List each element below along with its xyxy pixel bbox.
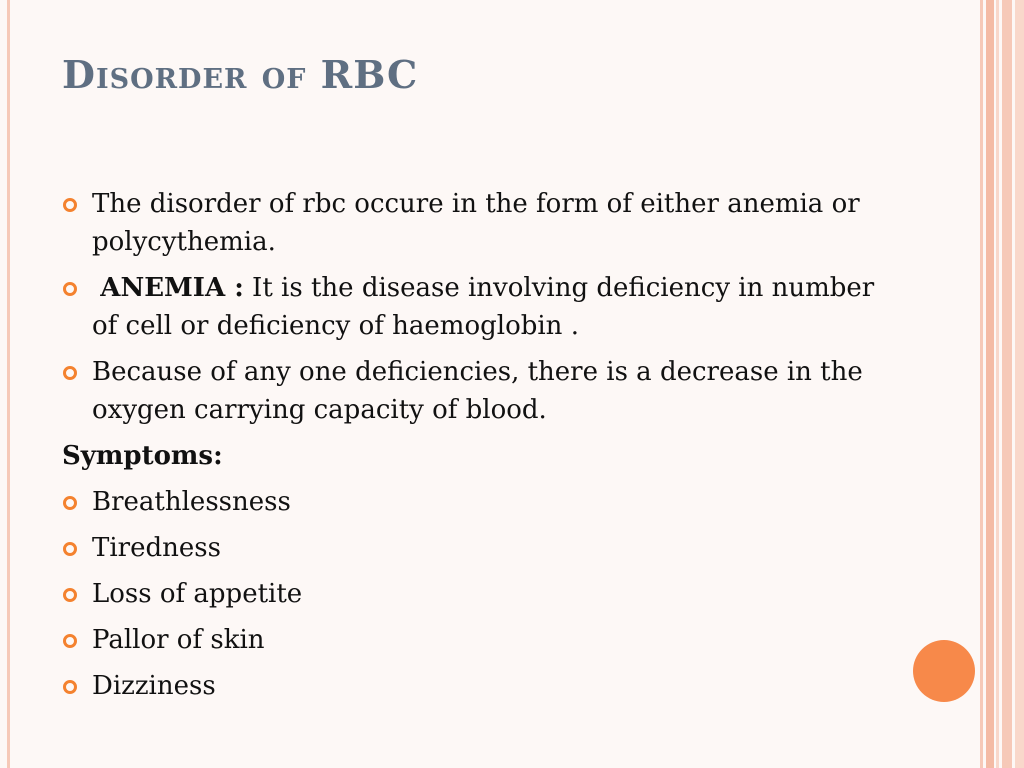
border-stripe (1002, 0, 1012, 768)
bullet-text: It is the disease involving deficiency in number of cell or deficiency of haemoglobin . (92, 273, 875, 341)
symptom-text: Breathlessness (92, 487, 291, 517)
title-smallcaps-2: OF (261, 64, 307, 95)
list-item (62, 269, 882, 345)
list-item (62, 353, 882, 429)
bullet-text: Because of any one deficiencies, there is a decrease in the oxygen carrying capacity of blood. (92, 357, 863, 425)
decorative-circle (913, 640, 975, 702)
symptom-text: Loss of appetite (92, 579, 303, 609)
bullet-icon (63, 588, 77, 602)
list-item (62, 483, 882, 521)
bullet-icon (63, 366, 77, 380)
title-rest: RBC (320, 52, 419, 97)
border-stripe (1015, 0, 1024, 768)
bullet-text: The disorder of rbc occure in the form of either anemia or polycythemia. (92, 189, 860, 257)
symptom-text: Dizziness (92, 671, 216, 701)
border-stripe (996, 0, 999, 768)
left-border-stripe (7, 0, 10, 768)
bullet-icon (63, 496, 77, 510)
symptom-text: Tiredness (92, 533, 221, 563)
bullet-icon (63, 198, 77, 212)
symptoms-heading: Symptoms: (62, 441, 223, 471)
bullet-icon (63, 680, 77, 694)
title-initial: D (62, 52, 96, 97)
right-decorative-border (980, 0, 1024, 768)
border-stripe (986, 0, 994, 768)
list-item (62, 529, 882, 567)
anemia-label: ANEMIA : (100, 273, 244, 303)
border-stripe (980, 0, 983, 768)
list-item (62, 185, 882, 261)
bullet-icon (63, 542, 77, 556)
bullet-icon (63, 634, 77, 648)
list-item (62, 667, 882, 705)
list-item (62, 621, 882, 659)
title-smallcaps-1: ISORDER (95, 64, 248, 95)
bullet-icon (63, 282, 77, 296)
slide-content (62, 185, 882, 713)
symptom-text: Pallor of skin (92, 625, 265, 655)
slide-title (62, 52, 418, 97)
list-item (62, 575, 882, 613)
